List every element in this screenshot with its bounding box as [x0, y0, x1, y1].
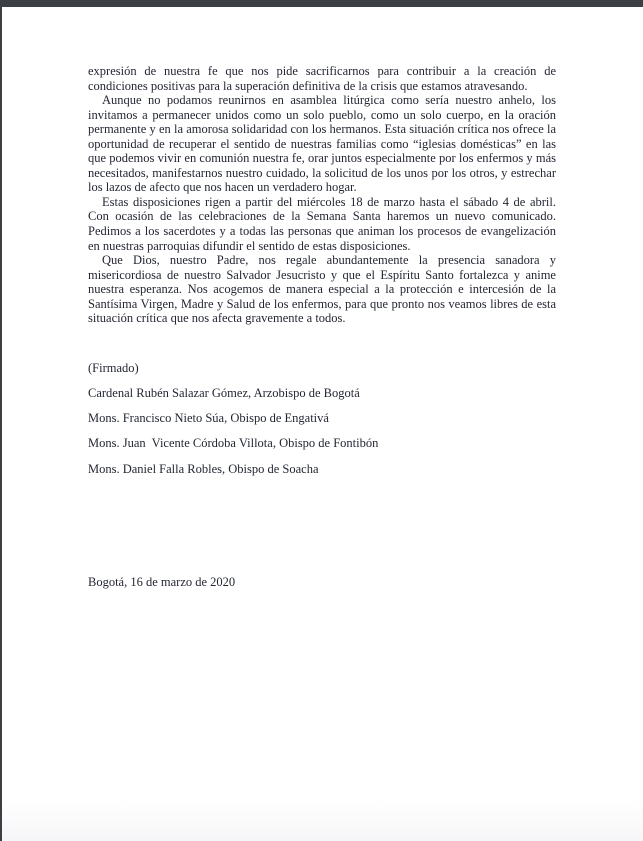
paragraph: Aunque no podamos reunirnos en asamblea litúrgica como sería nuestro anhelo, los invitamos a permanecer unidos como un solo pueblo, como un solo cuerpo, en la oración permanente y en la amorosa solidaridad con los hermanos. Esta situación crítica nos ofrece la oportunidad de recuperar el sentido de nuestras familias como “iglesias domésticas” en las que podemos vivir en comunión nuestra fe, orar juntos especialmente por los enfermos y más necesitados, manifestarnos nuestro cuidado, la solicitud de los unos por los otros, y estrechar los lazos de afecto que nos hacen un verdadero hogar. [88, 93, 556, 195]
paragraph: Que Dios, nuestro Padre, nos regale abundantemente la presencia sanadora y misericordiosa de nuestro Salvador Jesucristo y que el Espíritu Santo fortalezca y anime nuestra esperanza. Nos acogemos de manera especial a la protección e intercesión de la Santísima Virgen, Madre y Salud de los enfermos, para que pronto nos veamos libres de esta situación crítica que nos afecta gravemente a todos. [88, 253, 556, 326]
signature-line: Mons. Daniel Falla Robles, Obispo de Soacha [88, 461, 319, 476]
document-body [88, 64, 556, 326]
page-bottom-fade [2, 801, 643, 841]
viewer-top-edge [0, 0, 643, 7]
signed-label: (Firmado) [88, 361, 139, 375]
signature-block [88, 387, 556, 488]
signature-line: Mons. Francisco Nieto Súa, Obispo de Engativá [88, 411, 329, 426]
paragraph: expresión de nuestra fe que nos pide sacrificarnos para contribuir a la creación de condiciones positivas para la superación definitiva de la crisis que estamos atravesando. [88, 64, 556, 93]
paragraph: Estas disposiciones rigen a partir del miércoles 18 de marzo hasta el sábado 4 de abril. Con ocasión de las celebraciones de la Semana Santa haremos un nuevo comunicado. Pedimos a los sacerdotes y a todas las personas que animan los procesos de evangelización en nuestras parroquias difundir el sentido de estas disposiciones. [88, 194, 556, 253]
viewer-left-edge [0, 0, 2, 841]
date-line: Bogotá, 16 de marzo de 2020 [88, 575, 236, 589]
signature-line: Mons. Juan Vicente Córdoba Villota, Obispo de Fontibón [88, 436, 379, 451]
signature-line: Cardenal Rubén Salazar Gómez, Arzobispo de Bogotá [88, 386, 360, 400]
